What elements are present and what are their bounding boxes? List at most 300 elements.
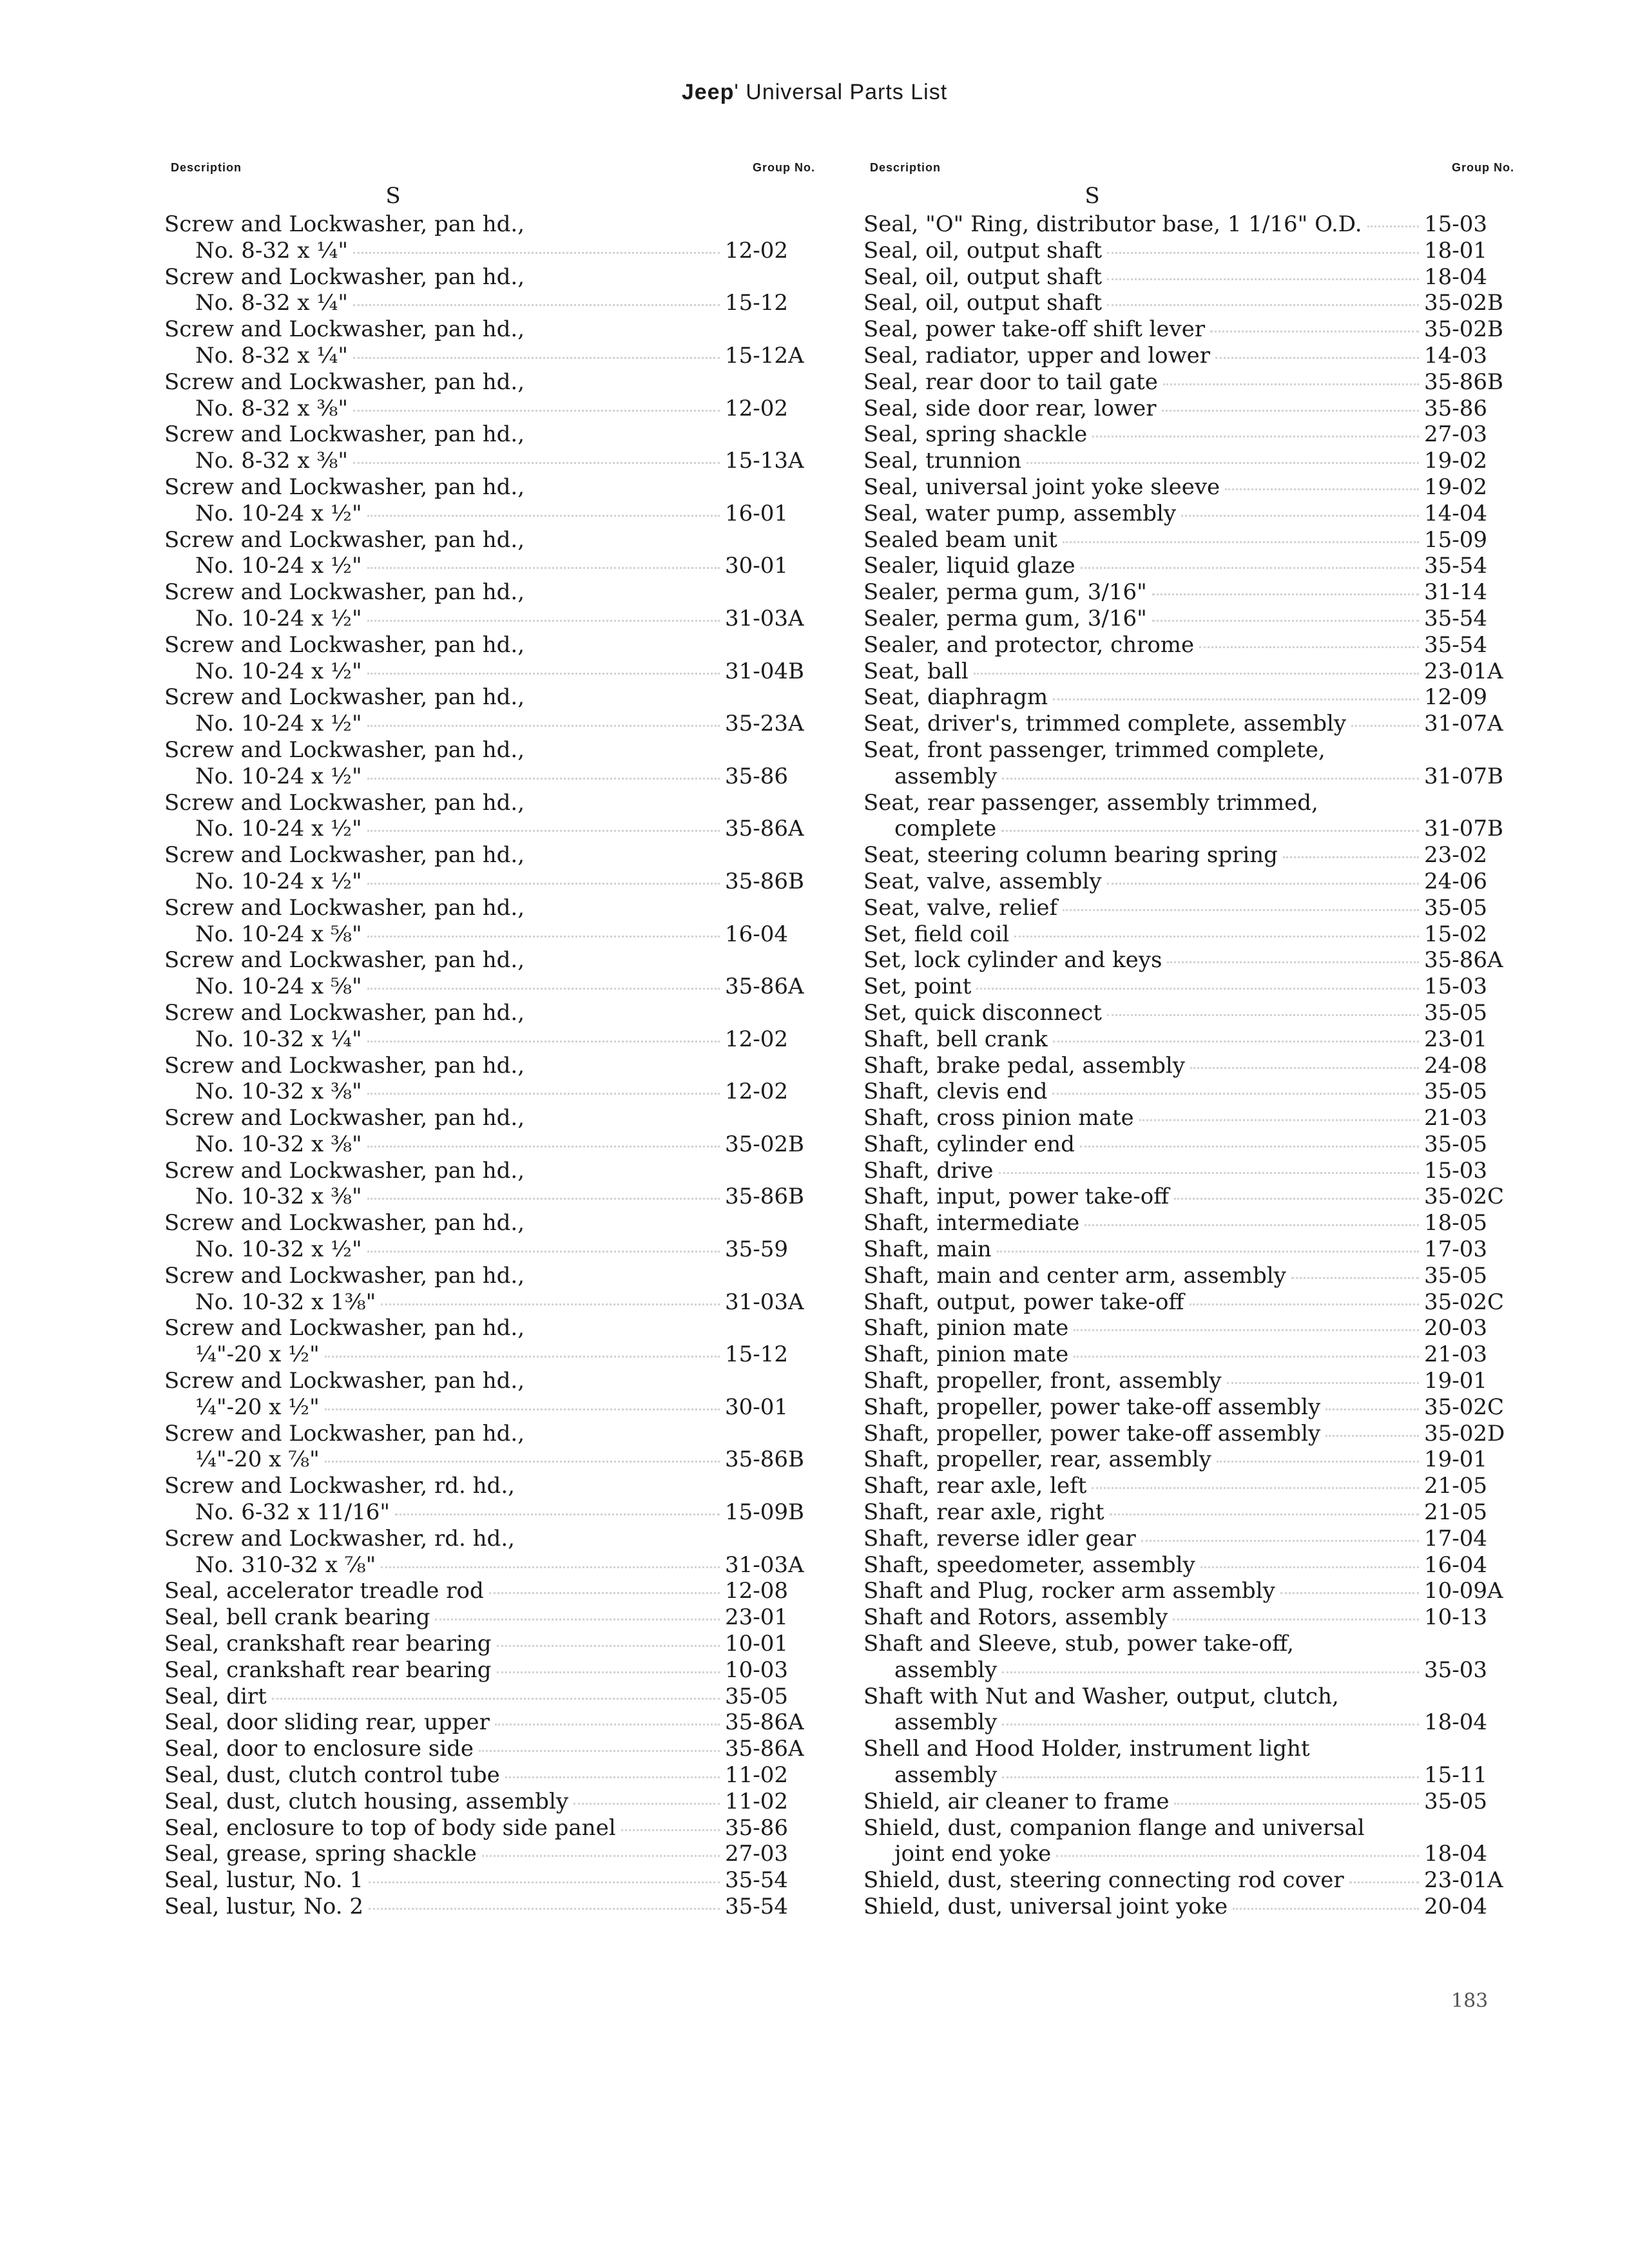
part-description: Seal, trunnion xyxy=(863,448,1022,474)
group-number: 35-86A xyxy=(725,816,804,842)
part-description: Seal, door sliding rear, upper xyxy=(164,1709,490,1736)
dot-leader xyxy=(1074,1329,1419,1331)
part-description: Screw and Lockwasher, pan hd., xyxy=(164,736,525,763)
part-description: Shaft, input, power take-off xyxy=(863,1184,1170,1210)
group-number: 35-02B xyxy=(1424,290,1504,316)
part-description: Screw and Lockwasher, pan hd., xyxy=(164,947,525,974)
group-number: 35-05 xyxy=(725,1683,789,1709)
list-item xyxy=(164,1552,815,1579)
dot-leader xyxy=(325,1408,720,1410)
part-description: Seal, dust, clutch control tube xyxy=(164,1762,500,1789)
list-item xyxy=(164,1815,815,1841)
group-number: 35-02C xyxy=(1424,1184,1505,1210)
list-item xyxy=(863,238,1514,264)
list-item xyxy=(863,1289,1514,1316)
dot-leader xyxy=(367,566,720,569)
part-description: assembly xyxy=(894,1657,998,1683)
part-description: assembly xyxy=(894,1709,998,1736)
group-number: 21-05 xyxy=(1424,1473,1488,1499)
part-description: No. 10-32 x ⅜" xyxy=(195,1131,362,1157)
dot-leader xyxy=(367,1092,720,1095)
group-number: 24-08 xyxy=(1424,1052,1488,1079)
part-description: Seal, spring shackle xyxy=(863,421,1088,448)
group-number: 31-03A xyxy=(725,1552,804,1578)
group-number: 16-04 xyxy=(725,921,789,947)
list-item xyxy=(863,711,1514,737)
part-description: Screw and Lockwasher, pan hd., xyxy=(164,264,525,290)
part-description: Seal, universal joint yoke sleeve xyxy=(863,474,1220,500)
list-item xyxy=(164,1368,815,1394)
dot-leader xyxy=(1190,1303,1419,1305)
part-description: No. 10-24 x ½" xyxy=(195,605,362,631)
group-number: 15-03 xyxy=(1424,974,1488,1000)
list-item xyxy=(164,1026,815,1053)
group-number: 35-86 xyxy=(725,763,789,789)
dot-leader xyxy=(1199,646,1419,648)
part-description: Screw and Lockwasher, pan hd., xyxy=(164,1315,525,1341)
part-description: No. 10-32 x ⅜" xyxy=(195,1079,362,1105)
part-description: Seal, dirt xyxy=(164,1683,267,1709)
list-item xyxy=(164,1578,815,1604)
dot-leader xyxy=(435,1618,720,1620)
group-number: 31-07A xyxy=(1424,711,1503,737)
list-item xyxy=(863,606,1514,632)
list-item xyxy=(863,369,1514,396)
list-item xyxy=(164,369,815,396)
part-description: Seal, door to enclosure side xyxy=(164,1736,474,1762)
dot-leader xyxy=(1173,1618,1419,1620)
part-description: No. 10-24 x ½" xyxy=(195,553,362,579)
dot-leader xyxy=(1367,225,1419,227)
dot-leader xyxy=(497,1671,720,1673)
group-number: 35-86A xyxy=(1424,947,1503,974)
part-description: Screw and Lockwasher, pan hd., xyxy=(164,1105,525,1131)
group-number: 12-02 xyxy=(725,1079,789,1105)
part-description: Sealer, and protector, chrome xyxy=(863,631,1195,658)
list-item xyxy=(863,947,1514,974)
part-description: Screw and Lockwasher, pan hd., xyxy=(164,474,525,500)
dot-leader xyxy=(974,672,1419,675)
dot-leader xyxy=(353,251,720,254)
part-description: Shaft, propeller, power take-off assembly xyxy=(863,1394,1321,1420)
part-description: ¼"-20 x ⅞" xyxy=(195,1446,320,1473)
part-description: Shield, dust, steering connecting rod cover xyxy=(863,1867,1344,1894)
group-number: 15-12A xyxy=(725,342,804,369)
list-item xyxy=(164,421,815,448)
part-description: Seat, rear passenger, assembly trimmed, xyxy=(863,789,1318,816)
dot-leader xyxy=(495,1723,720,1725)
part-description: joint end yoke xyxy=(894,1841,1052,1867)
list-item xyxy=(863,1421,1514,1447)
part-description: No. 10-24 x ⅝" xyxy=(195,974,362,1000)
group-number: 15-09B xyxy=(725,1499,805,1526)
part-description: Set, point xyxy=(863,974,972,1000)
dot-leader xyxy=(1063,541,1419,543)
dot-leader xyxy=(520,1541,720,1542)
group-number: 14-04 xyxy=(1424,500,1488,526)
part-description: Shaft, main xyxy=(863,1236,992,1263)
list-item xyxy=(164,1736,815,1762)
dot-leader xyxy=(482,1854,720,1857)
dot-leader xyxy=(1056,1854,1419,1857)
list-item xyxy=(164,658,815,685)
list-item xyxy=(863,264,1514,291)
dot-leader xyxy=(530,1278,720,1279)
group-number: 31-03A xyxy=(725,605,804,631)
part-description: Seal, crankshaft rear bearing xyxy=(164,1657,492,1683)
group-number: 35-86B xyxy=(1424,369,1504,395)
group-number: 24-06 xyxy=(1424,868,1488,894)
list-item xyxy=(164,1631,815,1657)
part-description: Shaft, pinion mate xyxy=(863,1341,1069,1368)
part-description: assembly xyxy=(894,1762,998,1789)
list-item xyxy=(164,947,815,974)
part-description: Screw and Lockwasher, pan hd., xyxy=(164,789,525,816)
list-item xyxy=(863,764,1514,790)
group-number: 18-05 xyxy=(1424,1210,1488,1236)
dot-leader xyxy=(367,619,720,622)
list-item xyxy=(164,764,815,790)
part-description: Shaft, reverse idler gear xyxy=(863,1525,1136,1552)
list-item xyxy=(863,1657,1514,1684)
dot-leader xyxy=(1110,1513,1419,1515)
list-item xyxy=(863,974,1514,1000)
list-item xyxy=(164,816,815,842)
list-item xyxy=(863,501,1514,527)
group-number: 17-04 xyxy=(1424,1525,1488,1552)
dot-leader xyxy=(530,1068,720,1069)
dot-leader xyxy=(505,1776,720,1778)
part-description: No. 10-32 x ¼" xyxy=(195,1026,362,1052)
group-number: 19-02 xyxy=(1424,448,1488,474)
list-item xyxy=(164,1841,815,1867)
dot-leader xyxy=(530,1120,720,1121)
list-item xyxy=(863,396,1514,422)
group-number: 23-01 xyxy=(1424,1026,1488,1052)
part-description: Shield, dust, universal joint yoke xyxy=(863,1894,1228,1919)
group-number: 30-01 xyxy=(725,553,789,579)
group-number: 10-01 xyxy=(725,1631,789,1657)
list-item xyxy=(863,1131,1514,1158)
list-item xyxy=(863,684,1514,711)
part-description: Seal, lustur, No. 2 xyxy=(164,1894,363,1919)
dot-leader xyxy=(621,1829,720,1831)
group-number: 20-03 xyxy=(1424,1315,1488,1341)
dot-leader xyxy=(1215,356,1419,359)
part-description: Shaft and Plug, rocker arm assembly xyxy=(863,1578,1275,1604)
part-description: No. 8-32 x ⅜" xyxy=(195,448,349,474)
group-no-header: Group No. xyxy=(1452,161,1514,174)
dot-leader xyxy=(1053,1040,1419,1043)
list-item xyxy=(863,1499,1514,1526)
list-item xyxy=(863,1079,1514,1105)
part-description: Screw and Lockwasher, pan hd., xyxy=(164,316,525,343)
group-number: 23-01 xyxy=(725,1604,789,1631)
group-number: 35-05 xyxy=(1424,1131,1488,1157)
list-item xyxy=(164,1079,815,1105)
group-number: 35-86A xyxy=(725,1709,804,1736)
dot-leader xyxy=(395,1513,720,1515)
group-number: 30-01 xyxy=(725,1394,789,1420)
list-item xyxy=(863,1789,1514,1815)
list-item xyxy=(863,316,1514,343)
list-item xyxy=(164,1000,815,1026)
group-number: 31-07B xyxy=(1424,816,1504,842)
list-item xyxy=(863,553,1514,579)
list-item xyxy=(164,606,815,632)
group-number: 35-86 xyxy=(1424,395,1488,421)
description-header: Description xyxy=(171,161,242,174)
part-description: Set, field coil xyxy=(863,921,1010,947)
list-item xyxy=(164,290,815,316)
group-number: 15-13A xyxy=(725,448,804,474)
dot-leader xyxy=(381,1566,720,1568)
part-description: Screw and Lockwasher, pan hd., xyxy=(164,684,525,711)
dot-leader xyxy=(1325,1408,1419,1410)
page-number: 183 xyxy=(1451,1990,1489,2012)
part-description: Seal, dust, clutch housing, assembly xyxy=(164,1788,569,1814)
list-item xyxy=(863,1210,1514,1236)
dot-leader xyxy=(1190,1066,1419,1069)
dot-leader xyxy=(530,1436,720,1437)
dot-leader xyxy=(369,1907,720,1910)
group-number: 15-12 xyxy=(725,290,789,316)
part-description: No. 10-24 x ½" xyxy=(195,711,362,737)
dot-leader xyxy=(1280,1591,1419,1594)
dot-leader xyxy=(353,303,720,306)
group-number: 19-02 xyxy=(1424,474,1488,500)
parts-list xyxy=(863,211,1514,1920)
dot-leader xyxy=(489,1591,720,1594)
dot-leader xyxy=(497,1644,720,1647)
list-item xyxy=(863,1867,1514,1894)
list-item xyxy=(863,1552,1514,1579)
group-number: 14-03 xyxy=(1424,342,1488,369)
dot-leader xyxy=(530,1015,720,1016)
part-description: Screw and Lockwasher, pan hd., xyxy=(164,421,525,448)
part-description: Seal, side door rear, lower xyxy=(863,395,1157,421)
part-description: Seat, steering column bearing spring xyxy=(863,842,1278,869)
part-description: No. 10-32 x ½" xyxy=(195,1236,362,1263)
dot-leader xyxy=(574,1802,720,1805)
list-item xyxy=(863,1053,1514,1079)
part-description: Seal, enclosure to top of body side panel xyxy=(164,1814,616,1841)
list-item xyxy=(164,396,815,422)
part-description: Sealer, liquid glaze xyxy=(863,553,1075,579)
section-letter: S xyxy=(385,183,401,209)
part-description: Shaft, brake pedal, assembly xyxy=(863,1052,1185,1079)
part-description: Screw and Lockwasher, pan hd., xyxy=(164,1262,525,1289)
list-item xyxy=(164,1867,815,1894)
part-description: Seat, ball xyxy=(863,658,969,684)
dot-leader xyxy=(997,1250,1419,1253)
part-description: Shield, dust, companion flange and universal xyxy=(863,1814,1365,1841)
part-description: ¼"-20 x ½" xyxy=(195,1394,320,1420)
brand-name: Jeep xyxy=(681,80,735,104)
part-description: Seat, diaphragm xyxy=(863,684,1048,711)
dot-leader xyxy=(1107,303,1419,306)
part-description: Shaft, propeller, front, assembly xyxy=(863,1368,1222,1394)
list-item xyxy=(863,816,1514,842)
dot-leader xyxy=(1002,1671,1419,1673)
group-number: 17-03 xyxy=(1424,1236,1488,1263)
dot-leader xyxy=(367,1250,720,1253)
list-item xyxy=(863,790,1514,816)
list-item xyxy=(164,1105,815,1131)
list-item xyxy=(164,316,815,343)
group-number: 35-02B xyxy=(1424,316,1504,343)
list-item xyxy=(863,1158,1514,1184)
part-description: Screw and Lockwasher, pan hd., xyxy=(164,842,525,869)
part-description: Shield, air cleaner to frame xyxy=(863,1788,1170,1814)
part-description: Screw and Lockwasher, pan hd., xyxy=(164,1210,525,1236)
part-description: Shaft and Sleeve, stub, power take-off, xyxy=(863,1631,1294,1657)
section-letter: S xyxy=(1084,183,1100,209)
dot-leader xyxy=(1200,1566,1419,1568)
part-description: Screw and Lockwasher, pan hd., xyxy=(164,211,525,237)
group-number: 21-03 xyxy=(1424,1105,1488,1131)
dot-leader xyxy=(1107,251,1419,254)
dot-leader xyxy=(1002,777,1419,780)
dot-leader xyxy=(1052,1092,1419,1095)
group-number: 35-03 xyxy=(1424,1657,1488,1683)
dot-leader xyxy=(1027,461,1419,464)
list-item xyxy=(863,1394,1514,1421)
dot-leader xyxy=(1291,1276,1419,1279)
part-description: Screw and Lockwasher, pan hd., xyxy=(164,1420,525,1446)
part-description: Shaft, propeller, rear, assembly xyxy=(863,1446,1211,1473)
part-description: No. 8-32 x ¼" xyxy=(195,290,349,316)
list-item xyxy=(164,1289,815,1316)
list-item xyxy=(863,1631,1514,1657)
dot-leader xyxy=(1233,1907,1419,1910)
group-number: 15-09 xyxy=(1424,526,1488,553)
part-description: assembly xyxy=(894,763,998,789)
list-item xyxy=(164,1341,815,1368)
group-number: 35-54 xyxy=(725,1894,789,1919)
group-number: 35-86 xyxy=(725,1814,789,1841)
list-item xyxy=(164,1604,815,1631)
list-item xyxy=(863,211,1514,238)
part-description: Seal, water pump, assembly xyxy=(863,500,1177,526)
list-item xyxy=(863,527,1514,553)
group-number: 35-05 xyxy=(1424,894,1488,921)
dot-leader xyxy=(479,1749,720,1752)
group-number: 12-09 xyxy=(1424,684,1488,711)
part-description: No. 10-24 x ½" xyxy=(195,816,362,842)
group-number: 35-05 xyxy=(1424,1788,1488,1814)
part-description: Seal, grease, spring shackle xyxy=(164,1841,477,1867)
part-description: No. 10-24 x ⅝" xyxy=(195,921,362,947)
list-item xyxy=(164,1158,815,1184)
list-item xyxy=(164,1709,815,1736)
dot-leader xyxy=(1283,856,1419,858)
list-item xyxy=(164,1421,815,1447)
group-no-header: Group No. xyxy=(753,161,815,174)
dot-leader xyxy=(367,1040,720,1043)
part-description: Seal, rear door to tail gate xyxy=(863,369,1158,395)
group-number: 12-02 xyxy=(725,1026,789,1052)
list-item xyxy=(863,1105,1514,1131)
list-item xyxy=(863,1446,1514,1473)
dot-leader xyxy=(367,1197,720,1200)
group-number: 35-86A xyxy=(725,1736,804,1762)
group-number: 35-23A xyxy=(725,711,804,737)
list-item xyxy=(164,1526,815,1552)
group-number: 15-03 xyxy=(1424,211,1488,237)
dot-leader xyxy=(1181,514,1419,517)
group-number: 35-54 xyxy=(725,1867,789,1894)
part-description: Screw and Lockwasher, pan hd., xyxy=(164,526,525,553)
dot-leader xyxy=(1080,1145,1419,1148)
dot-leader xyxy=(530,805,720,806)
part-description: Shaft, rear axle, right xyxy=(863,1499,1104,1526)
part-description: Shaft with Nut and Washer, output, clutch, xyxy=(863,1683,1339,1709)
list-item xyxy=(863,1604,1514,1631)
list-item xyxy=(863,1526,1514,1552)
dot-leader xyxy=(1167,961,1419,963)
dot-leader xyxy=(1344,1699,1419,1700)
part-description: Screw and Lockwasher, pan hd., xyxy=(164,1157,525,1184)
dot-leader xyxy=(1014,935,1419,937)
group-number: 35-05 xyxy=(1424,1262,1488,1289)
part-description: Shaft, clevis end xyxy=(863,1079,1048,1105)
list-item xyxy=(164,1894,815,1920)
right-column xyxy=(863,161,1514,1920)
part-description: Shaft, rear axle, left xyxy=(863,1473,1087,1499)
list-item xyxy=(863,737,1514,764)
dot-leader xyxy=(1092,1486,1419,1489)
list-item xyxy=(863,1184,1514,1210)
list-item xyxy=(164,1446,815,1473)
dot-leader xyxy=(1174,1197,1419,1200)
dot-leader xyxy=(1001,829,1419,832)
part-description: Shaft, intermediate xyxy=(863,1210,1080,1236)
description-header: Description xyxy=(870,161,941,174)
list-item xyxy=(863,1841,1514,1867)
dot-leader xyxy=(367,935,720,937)
column-header xyxy=(863,161,1514,180)
part-description: Seat, front passenger, trimmed complete, xyxy=(863,736,1325,763)
list-item xyxy=(164,1499,815,1526)
group-number: 16-04 xyxy=(1424,1552,1488,1578)
group-number: 35-02B xyxy=(725,1131,805,1157)
part-description: No. 10-24 x ½" xyxy=(195,868,362,894)
dot-leader xyxy=(1002,1776,1419,1778)
group-number: 12-02 xyxy=(725,237,789,264)
dot-leader xyxy=(1053,698,1419,700)
group-number: 20-04 xyxy=(1424,1894,1488,1919)
list-item xyxy=(863,1236,1514,1263)
list-item xyxy=(164,527,815,553)
group-number: 27-03 xyxy=(1424,421,1488,448)
group-number: 31-04B xyxy=(725,658,805,684)
part-description: Seal, bell crank bearing xyxy=(164,1604,430,1631)
group-number: 31-07B xyxy=(1424,763,1504,789)
list-item xyxy=(863,921,1514,948)
dot-leader xyxy=(1092,435,1419,437)
dot-leader xyxy=(1107,882,1419,885)
list-item xyxy=(863,1762,1514,1789)
list-item xyxy=(164,1762,815,1789)
part-description: Seal, "O" Ring, distributor base, 1 1/16" O.D. xyxy=(863,211,1362,237)
part-description: complete xyxy=(894,816,997,842)
part-description: No. 6-32 x 11/16" xyxy=(195,1499,390,1526)
part-description: Screw and Lockwasher, pan hd., xyxy=(164,631,525,658)
part-description: Shaft, speedometer, assembly xyxy=(863,1552,1195,1578)
dot-leader xyxy=(272,1697,720,1700)
dot-leader xyxy=(1174,1802,1419,1805)
